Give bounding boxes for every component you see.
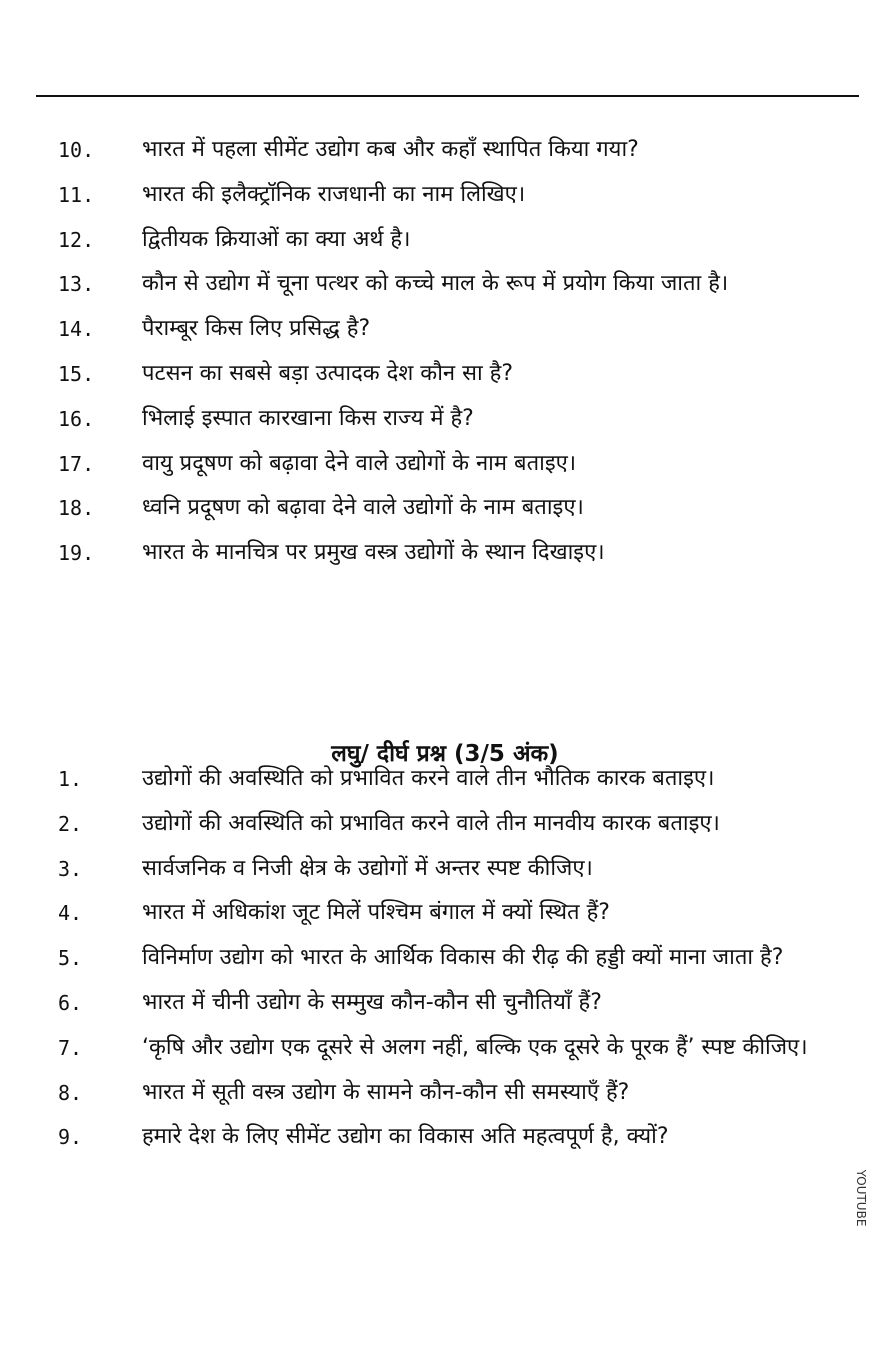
question-number: 9. xyxy=(58,1125,83,1150)
question-text: हमारे देश के लिए सीमेंट उद्योग का विकास अति महत्वपूर्ण है, क्यों? xyxy=(142,1124,669,1150)
question-text: सार्वजनिक व निजी क्षेत्र के उद्योगों में अन्तर स्पष्ट कीजिए। xyxy=(142,855,593,881)
header-rule xyxy=(36,95,859,97)
section-heading: लघु/ दीर्घ प्रश्न (3/5 अंक) xyxy=(331,741,559,768)
question-item xyxy=(0,128,890,173)
question-number: 7. xyxy=(58,1035,83,1060)
question-text: भारत में पहला सीमेंट उद्योग कब और कहाँ स्थापित किया गया? xyxy=(142,137,639,162)
question-item xyxy=(0,891,890,936)
question-number: 3. xyxy=(58,856,83,881)
question-text: उद्योगों की अवस्थिति को प्रभावित करने वाले तीन मानवीय कारक बताइए। xyxy=(142,810,720,836)
question-text: भारत के मानचित्र पर प्रमुख वस्त्र उद्योगों के स्थान दिखाइए। xyxy=(142,540,605,566)
question-item xyxy=(0,262,890,307)
question-number: 6. xyxy=(58,990,83,1015)
question-text: भारत में चीनी उद्योग के सम्मुख कौन-कौन सी चुनौतियाँ हैं? xyxy=(142,989,602,1015)
question-number: 15. xyxy=(58,361,95,386)
question-list-long xyxy=(0,757,890,1160)
question-text: उद्योगों की अवस्थिति को प्रभावित करने वाले तीन भौतिक कारक बताइए। xyxy=(142,766,715,791)
question-item xyxy=(0,1071,890,1116)
question-item xyxy=(0,486,890,531)
question-item xyxy=(0,1026,890,1071)
question-number: 19. xyxy=(58,541,95,566)
question-number: 1. xyxy=(58,767,83,791)
question-item xyxy=(0,442,890,487)
question-item xyxy=(0,847,890,892)
question-item xyxy=(0,173,890,218)
question-number: 12. xyxy=(58,227,95,252)
question-text: भारत की इलैक्ट्रॉनिक राजधानी का नाम लिखिए। xyxy=(142,181,526,207)
question-text: ‘कृषि और उद्योग एक दूसरे से अलग नहीं, बल्कि एक दूसरे के पूरक हैं’ स्पष्ट कीजिए। xyxy=(142,1034,808,1060)
question-item xyxy=(0,802,890,847)
question-number: 10. xyxy=(58,138,95,162)
question-item xyxy=(0,397,890,442)
question-text: द्वितीयक क्रियाओं का क्या अर्थ है। xyxy=(142,226,411,252)
question-item xyxy=(0,981,890,1026)
question-text: पैराम्बूर किस लिए प्रसिद्ध है? xyxy=(142,316,371,342)
question-item xyxy=(0,936,890,981)
question-text: ध्वनि प्रदूषण को बढ़ावा देने वाले उद्योगों के नाम बताइए। xyxy=(142,495,584,521)
question-item xyxy=(0,352,890,397)
question-number: 18. xyxy=(58,496,95,521)
question-item xyxy=(0,531,890,576)
question-text: कौन से उद्योग में चूना पत्थर को कच्चे माल के रूप में प्रयोग किया जाता है। xyxy=(142,271,729,297)
question-number: 11. xyxy=(58,182,95,207)
question-number: 4. xyxy=(58,901,83,926)
question-text: भारत में अधिकांश जूट मिलें पश्चिम बंगाल में क्यों स्थित हैं? xyxy=(142,900,610,926)
question-text: वायु प्रदूषण को बढ़ावा देने वाले उद्योगों के नाम बताइए। xyxy=(142,450,577,476)
side-watermark xyxy=(846,1110,876,1285)
side-watermark-text: YOUTUBE xyxy=(854,1169,868,1226)
question-item xyxy=(0,757,890,802)
question-item xyxy=(0,218,890,263)
question-list-short xyxy=(0,128,890,576)
question-number: 13. xyxy=(58,272,95,297)
question-number: 14. xyxy=(58,317,95,342)
question-number: 2. xyxy=(58,811,83,836)
question-text: विनिर्माण उद्योग को भारत के आर्थिक विकास की रीढ़ की हड्डी क्यों माना जाता है? xyxy=(142,945,784,971)
question-text: भिलाई इस्पात कारखाना किस राज्य में है? xyxy=(142,405,474,431)
question-text: पटसन का सबसे बड़ा उत्पादक देश कौन सा है? xyxy=(142,360,514,386)
question-number: 17. xyxy=(58,451,95,476)
question-item xyxy=(0,307,890,352)
question-text: भारत में सूती वस्त्र उद्योग के सामने कौन-कौन सी समस्याएँ हैं? xyxy=(142,1079,630,1105)
question-number: 16. xyxy=(58,406,95,431)
question-number: 5. xyxy=(58,946,83,971)
question-number: 8. xyxy=(58,1080,83,1105)
question-item xyxy=(0,1115,890,1160)
